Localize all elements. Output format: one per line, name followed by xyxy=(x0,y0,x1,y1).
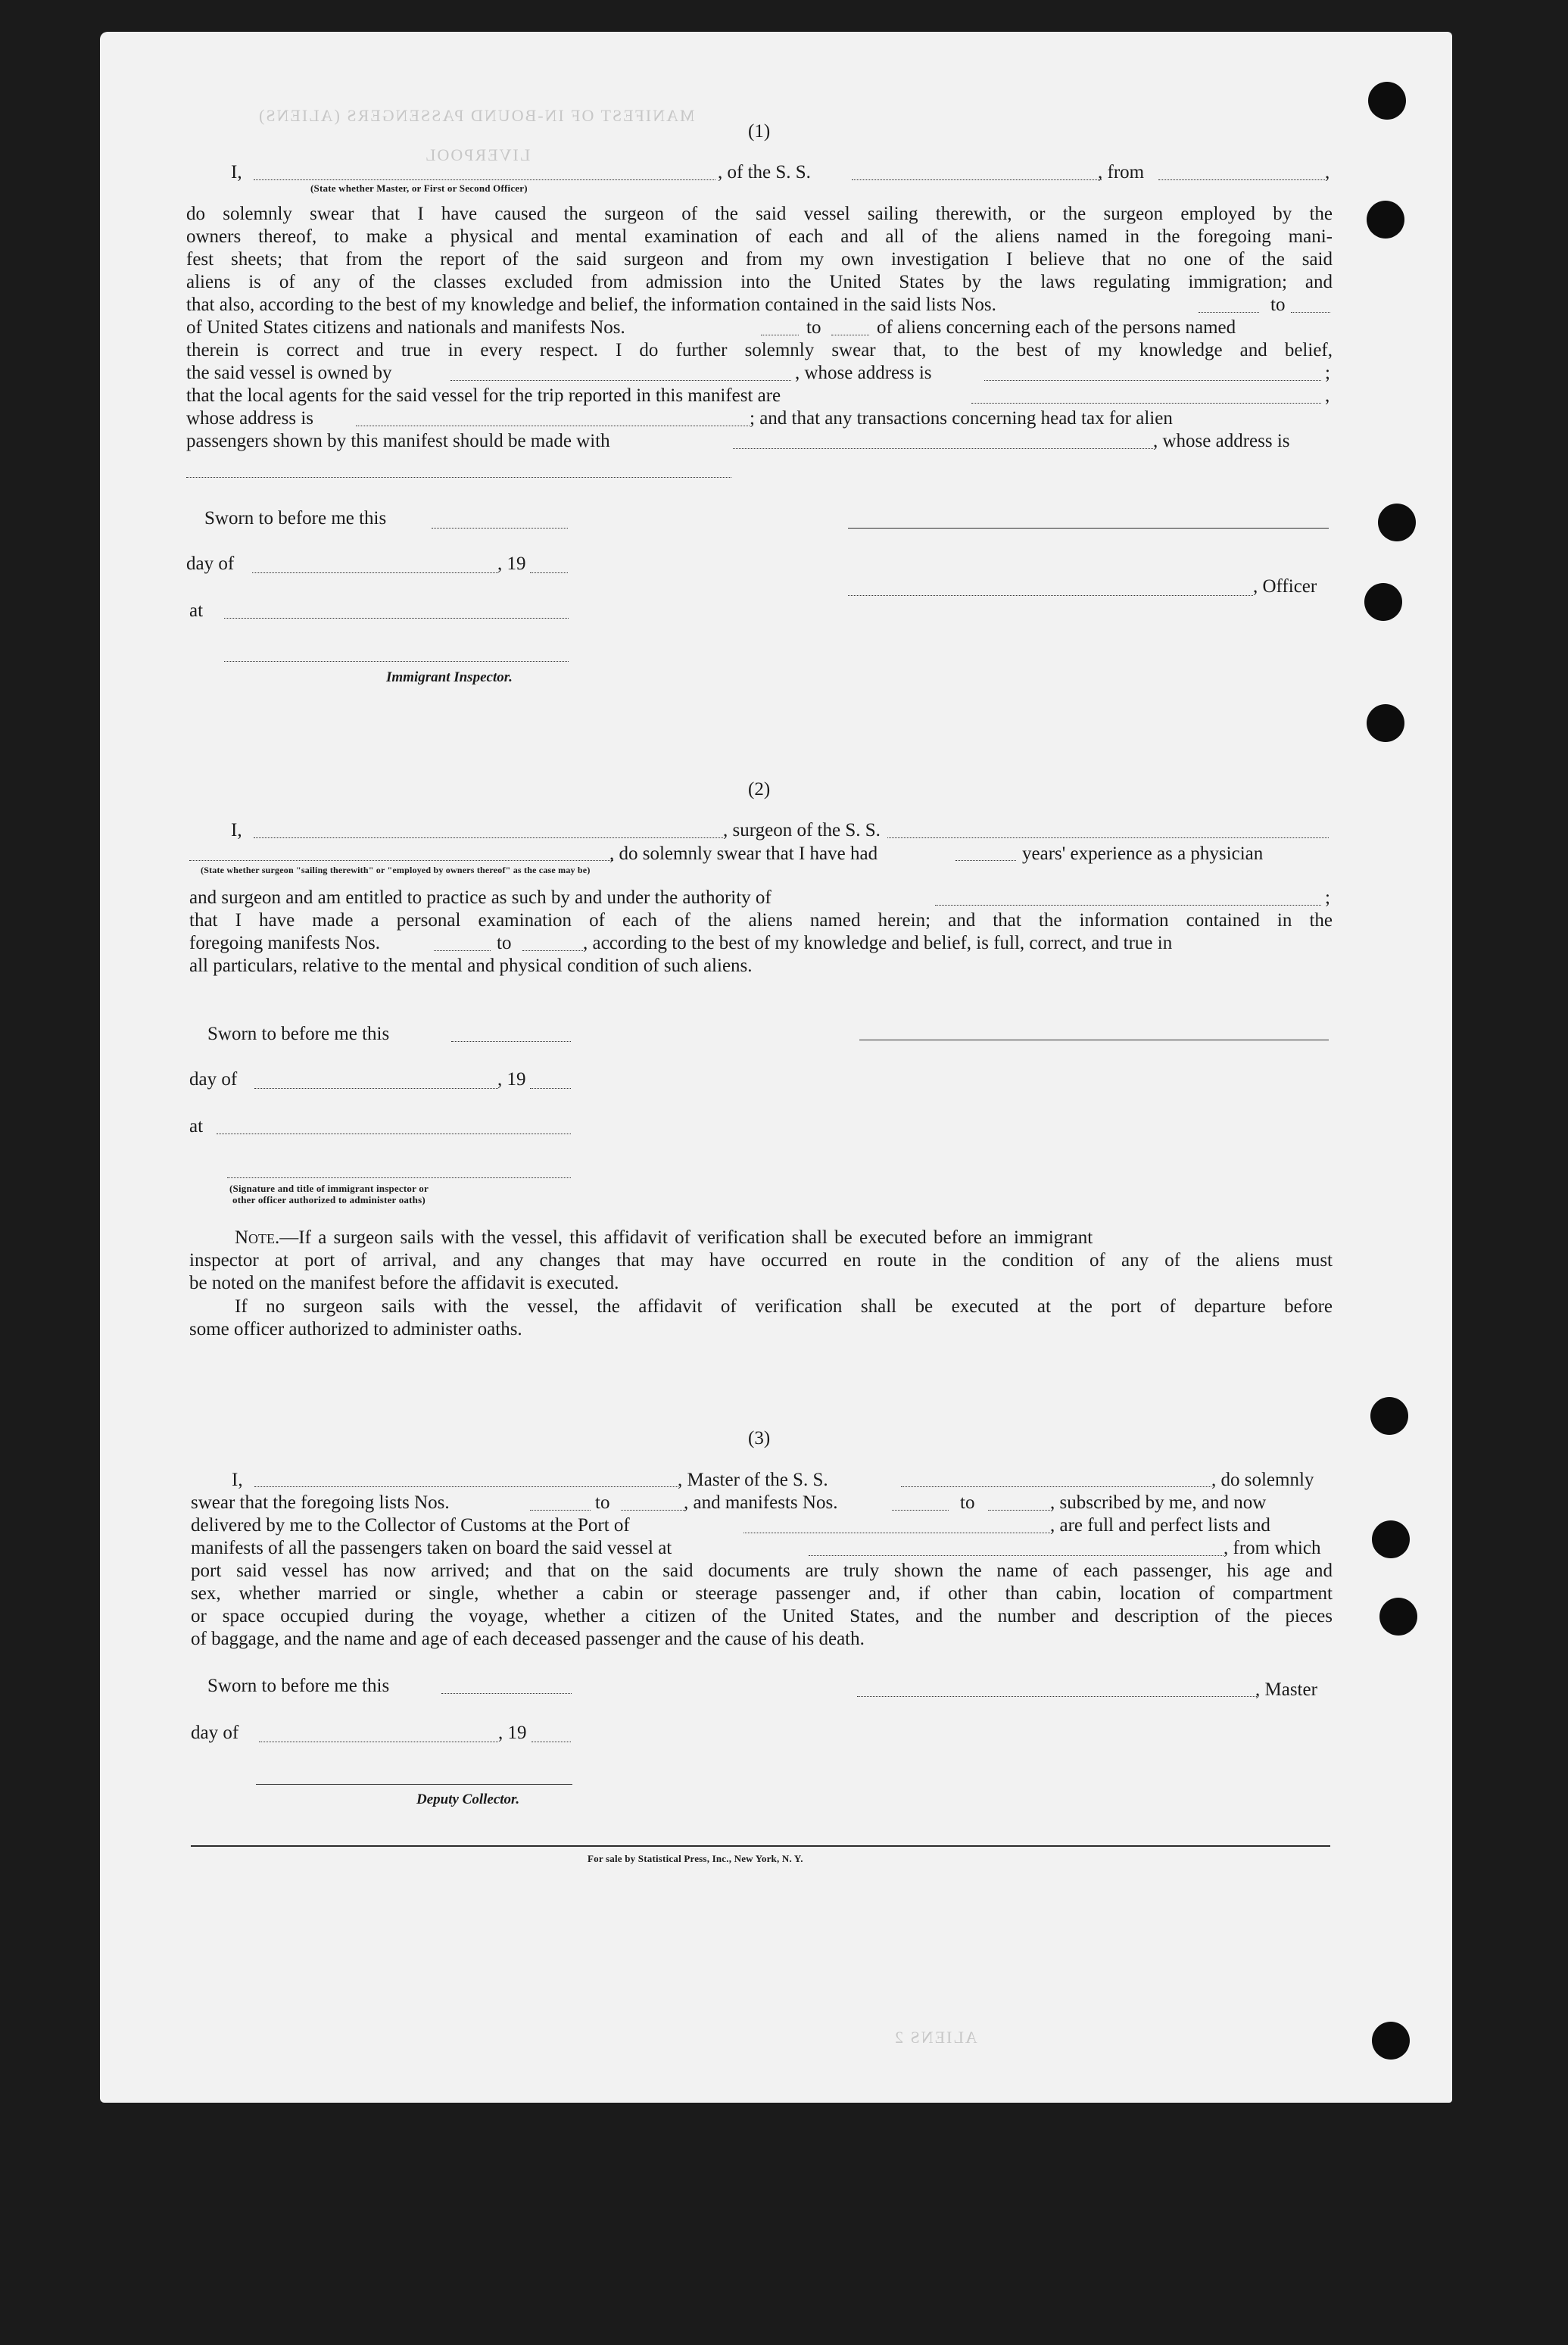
administering-officer-field[interactable] xyxy=(227,1177,571,1178)
note2-line-2: some officer authorized to administer oaths. xyxy=(189,1319,522,1339)
section-2-i: I, xyxy=(231,820,242,840)
collector-signature-line[interactable] xyxy=(256,1784,572,1785)
note-line-2: inspector at port of arrival, and any changes that may have occurred en route in the condition of any of the aliens must xyxy=(189,1250,1333,1271)
master-of-ss: , Master of the S. S. xyxy=(678,1470,828,1490)
subscribed-text: , subscribed by me, and now xyxy=(1050,1492,1267,1513)
agents-field[interactable] xyxy=(971,403,1321,404)
collector-line: delivered by me to the Collector of Customs at the Port of xyxy=(191,1515,630,1536)
manifests-to: to xyxy=(497,933,512,953)
section-3-paragraph xyxy=(191,1560,1333,1651)
sworn-label: Sworn to before me this xyxy=(207,1024,390,1044)
surgeon-manifest-to[interactable] xyxy=(522,950,583,951)
section-1-paragraph xyxy=(186,203,1333,294)
section-1-i: I, xyxy=(231,162,242,182)
note-line-1 xyxy=(235,1227,1333,1249)
owned-by-label: the said vessel is owned by xyxy=(186,363,392,383)
surgeon-of-ss: , surgeon of the S. S. xyxy=(723,820,881,840)
citizens-line: of United States citizens and nationals and manifests Nos. xyxy=(186,317,625,338)
correct-line: therein is correct and true in every respect. I do further solemnly swear that, to the best of my knowledge and belief, xyxy=(186,340,1333,360)
sworn-label: Sworn to before me this xyxy=(207,1676,390,1696)
surgeon-status-field[interactable] xyxy=(189,860,613,861)
immigrant-inspector-label: Immigrant Inspector. xyxy=(386,669,513,685)
deputy-collector-label: Deputy Collector. xyxy=(416,1791,520,1807)
examination-line: that I have made a personal examination of each of the aliens named herein; and that the information contained in the xyxy=(189,910,1333,931)
sworn-date-field[interactable] xyxy=(441,1693,572,1694)
lists-to: to xyxy=(595,1492,610,1513)
at-field[interactable] xyxy=(224,618,569,619)
punch-hole xyxy=(1368,82,1406,120)
bleed-through-header: MANIFEST OF IN-BOUND PASSENGERS (ALIENS) xyxy=(257,106,695,125)
paragraph-line: fest sheets; that from the report of the said surgeon and from my own investigation I believe that no one of the said xyxy=(186,249,1333,270)
punch-hole xyxy=(1367,704,1404,742)
owner-address-field[interactable] xyxy=(984,380,1321,381)
sworn-date-field[interactable] xyxy=(451,1041,571,1042)
printer-credit: For sale by Statistical Press, Inc., New York, N. Y. xyxy=(588,1853,803,1864)
year-label: , 19 xyxy=(498,1723,527,1743)
solemnly-swear: , do solemnly swear that I have had xyxy=(609,844,878,864)
particulars-line: all particulars, relative to the mental and physical condition of such aliens. xyxy=(189,956,753,976)
semicolon: ; xyxy=(1325,887,1330,908)
sworn-date-field[interactable] xyxy=(432,528,568,529)
authority-line: and surgeon and am entitled to practice as such by and under the authority of xyxy=(189,887,772,908)
citizens-line-end: of aliens concerning each of the persons named xyxy=(877,317,1236,338)
manifests-line: foregoing manifests Nos. xyxy=(189,933,381,953)
section-1-number: (1) xyxy=(748,121,771,142)
passengers-label: passengers shown by this manifest should be made with xyxy=(186,431,610,451)
embarkation-field[interactable] xyxy=(809,1555,1224,1556)
at-label: at xyxy=(189,1116,204,1137)
surgeon-name-field[interactable] xyxy=(254,837,723,838)
passengers-line: manifests of all the passengers taken on board the said vessel at xyxy=(191,1538,672,1558)
signature-note-1: (Signature and title of immigrant inspector or xyxy=(229,1183,429,1194)
punch-hole xyxy=(1372,1520,1410,1558)
lists-from-field[interactable] xyxy=(1199,312,1259,313)
note-line-3: be noted on the manifest before the affidavit is executed. xyxy=(189,1273,619,1293)
paragraph-line: or space occupied during the voyage, whether a citizen of the United States, and the number and description of the pieces xyxy=(191,1606,1333,1626)
surgeon-vessel-field[interactable] xyxy=(887,837,1329,838)
section-2-number: (2) xyxy=(748,779,771,800)
punch-hole xyxy=(1364,583,1402,621)
master-label: , Master xyxy=(1255,1679,1317,1700)
lists-line: swear that the foregoing lists Nos. xyxy=(191,1492,450,1513)
note-text: —If a surgeon sails with the vessel, this affidavit of verification shall be executed before an immigrant xyxy=(279,1227,1093,1248)
master-signature-field[interactable] xyxy=(857,1696,1257,1697)
comma: , xyxy=(1325,385,1330,406)
citizens-to: to xyxy=(806,317,821,338)
manifests-from-field[interactable] xyxy=(892,1510,949,1511)
officer-signature-field[interactable] xyxy=(848,595,1253,596)
years-field[interactable] xyxy=(955,860,1016,861)
paragraph-line: do solemnly swear that I have caused the surgeon of the said vessel sailing therewith, or the surgeon employed by the xyxy=(186,204,1333,224)
manifests-nos: , and manifests Nos. xyxy=(684,1492,838,1513)
whose-address-label: whose address is xyxy=(186,408,314,429)
signature-note-2: other officer authorized to administer oaths) xyxy=(232,1194,426,1205)
paragraph-line: owners thereof, to make a physical and mental examination of each and all of the aliens named in the foregoing mani- xyxy=(186,226,1333,247)
footer-rule xyxy=(191,1845,1330,1847)
day-of-field[interactable] xyxy=(254,1088,498,1089)
master-vessel-field[interactable] xyxy=(901,1486,1211,1487)
owner-field[interactable] xyxy=(450,380,791,381)
year-field[interactable] xyxy=(530,572,568,573)
day-of-field[interactable] xyxy=(252,572,498,573)
officer-label: , Officer xyxy=(1253,576,1317,597)
agents-label: that the local agents for the said vessel for the trip reported in this manifest are xyxy=(186,385,781,406)
year-label: , 19 xyxy=(497,1069,526,1090)
punch-hole xyxy=(1370,1397,1408,1435)
authority-field[interactable] xyxy=(935,905,1321,906)
of-ss-text: , of the S. S. xyxy=(718,162,811,182)
lists-to-field[interactable] xyxy=(1291,312,1330,313)
lists-to: to xyxy=(1270,295,1286,315)
note2-line-1: If no surgeon sails with the vessel, the affidavit of verification shall be executed at the port of departure before xyxy=(235,1296,1333,1317)
from-text: , from xyxy=(1098,162,1145,182)
bleed-through-bottom: ALIENS 2 xyxy=(893,2028,977,2047)
punch-hole xyxy=(1372,2022,1410,2060)
paragraph-line: sex, whether married or single, whether a cabin or steerage passenger and, if other than cabin, location of compartment xyxy=(191,1583,1333,1604)
surgeon-manifest-from[interactable] xyxy=(434,950,491,951)
inspector-signature-field[interactable] xyxy=(224,661,569,662)
bleed-through-port: LIVERPOOL xyxy=(424,145,531,164)
paragraph-line: aliens is of any of the classes excluded from admission into the United States by the laws regulating immigration; and xyxy=(186,272,1333,292)
signature-line[interactable] xyxy=(848,528,1329,529)
year-field[interactable] xyxy=(530,1088,571,1089)
officer-name-field[interactable] xyxy=(254,179,715,180)
at-label: at xyxy=(189,600,204,621)
paragraph-line: of baggage, and the name and age of each deceased passenger and the cause of his death. xyxy=(191,1629,865,1649)
punch-hole xyxy=(1378,504,1416,541)
manifests-to-field[interactable] xyxy=(988,1510,1050,1511)
manifests-line-end: , according to the best of my knowledge and belief, is full, correct, and true in xyxy=(583,933,1173,953)
comma: , xyxy=(1325,162,1330,182)
manifests-to: to xyxy=(960,1492,975,1513)
lists-line: that also, according to the best of my knowledge and belief, the information contained in the said lists Nos. xyxy=(186,295,996,315)
section-3-number: (3) xyxy=(748,1428,771,1448)
from-port-field[interactable] xyxy=(1158,179,1325,180)
day-of-label: day of xyxy=(189,1069,238,1090)
section-3-i: I, xyxy=(232,1470,243,1490)
officer-note: (State whether Master, or First or Second Officer) xyxy=(310,182,528,194)
day-of-label: day of xyxy=(191,1723,239,1743)
from-which: , from which xyxy=(1224,1538,1321,1558)
vessel-name-field[interactable] xyxy=(852,179,1102,180)
head-tax-text: ; and that any transactions concerning head tax for alien xyxy=(750,408,1173,429)
whose-address-2: , whose address is xyxy=(1153,431,1290,451)
day-of-label: day of xyxy=(186,554,235,574)
do-solemnly: , do solemnly xyxy=(1211,1470,1314,1490)
paragraph-line: port said vessel has now arrived; and that on the said documents are truly shown the name of each passenger, his age and xyxy=(191,1561,1333,1581)
punch-hole xyxy=(1379,1598,1417,1636)
punch-hole xyxy=(1367,201,1404,239)
lists-to-field[interactable] xyxy=(621,1510,685,1511)
owner-address-label: , whose address is xyxy=(795,363,932,383)
master-name-field[interactable] xyxy=(254,1486,678,1487)
perfect-lists: , are full and perfect lists and xyxy=(1050,1515,1270,1536)
head-tax-address-field[interactable] xyxy=(186,477,731,478)
surgeon-note: (State whether surgeon "sailing therewith" or "employed by owners thereof" as the case may be) xyxy=(201,865,591,875)
lists-from-field[interactable] xyxy=(530,1510,591,1511)
years-experience: years' experience as a physician xyxy=(1022,844,1264,864)
head-tax-party-field[interactable] xyxy=(733,448,1153,449)
year-label: , 19 xyxy=(497,554,526,574)
sworn-label: Sworn to before me this xyxy=(204,508,387,529)
note-label: Note. xyxy=(235,1227,280,1248)
semicolon: ; xyxy=(1325,363,1330,383)
